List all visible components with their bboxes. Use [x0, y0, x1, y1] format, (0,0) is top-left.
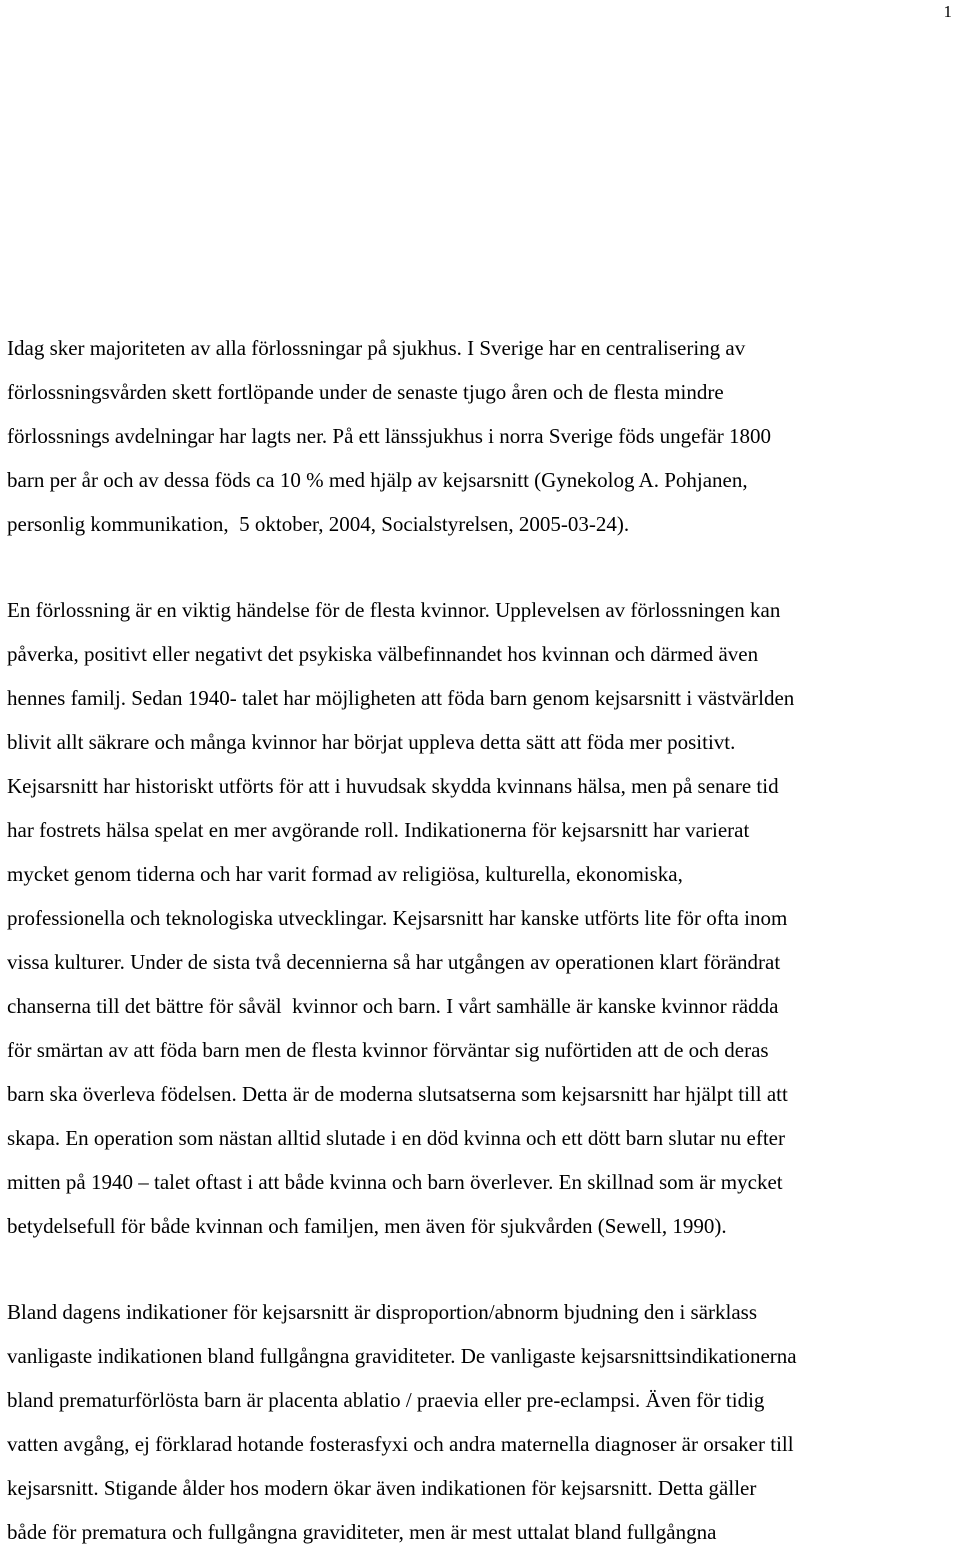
text-line: vatten avgång, ej förklarad hotande fosterasfyxi och andra maternella diagnoser är orsaker till	[7, 1432, 794, 1456]
text-line: hennes familj. Sedan 1940- talet har möjligheten att föda barn genom kejsarsnitt i västvärlden	[7, 686, 795, 710]
text-line: kejsarsnitt. Stigande ålder hos modern ökar även indikationen för kejsarsnitt. Detta gäller	[7, 1476, 757, 1500]
text-line: professionella och teknologiska utvecklingar. Kejsarsnitt har kanske utförts lite för ofta inom	[7, 906, 788, 930]
text-line: Bland dagens indikationer för kejsarsnitt är disproportion/abnorm bjudning den i särklass	[7, 1300, 758, 1324]
text-line: blivit allt säkrare och många kvinnor har börjat uppleva detta sätt att föda mer positivt.	[7, 730, 736, 754]
text-line: förlossnings avdelningar har lagts ner. På ett länssjukhus i norra Sverige föds ungefär 1800	[7, 424, 772, 448]
paragraph-3	[7, 1290, 957, 1554]
text-line: förlossningsvården skett fortlöpande under de senaste tjugo åren och de flesta mindre	[7, 380, 724, 404]
text-line: chanserna till det bättre för såväl kvinnor och barn. I vårt samhälle är kanske kvinnor rädda	[7, 994, 779, 1018]
text-line: barn per år och av dessa föds ca 10 % med hjälp av kejsarsnitt (Gynekolog A. Pohjanen,	[7, 468, 748, 492]
text-line: personlig kommunikation, 5 oktober, 2004, Socialstyrelsen, 2005-03-24).	[7, 512, 630, 536]
text-line: vissa kulturer. Under de sista två decennierna så har utgången av operationen klart förändrat	[7, 950, 781, 974]
paragraph-1	[7, 326, 957, 546]
text-line: vanligaste indikationen bland fullgångna graviditeter. De vanligaste kejsarsnittsindikationerna	[7, 1344, 797, 1368]
text-line: påverka, positivt eller negativt det psykiska välbefinnandet hos kvinnan och därmed även	[7, 642, 759, 666]
text-line: mycket genom tiderna och har varit formad av religiösa, kulturella, ekonomiska,	[7, 862, 683, 886]
text-line: betydelsefull för både kvinnan och familjen, men även för sjukvården (Sewell, 1990).	[7, 1214, 727, 1238]
page-number: 1	[943, 2, 952, 21]
text-line: En förlossning är en viktig händelse för de flesta kvinnor. Upplevelsen av förlossningen kan	[7, 598, 781, 622]
text-line: Kejsarsnitt har historiskt utförts för att i huvudsak skydda kvinnans hälsa, men på senare tid	[7, 774, 779, 798]
text-line: Idag sker majoriteten av alla förlossningar på sjukhus. I Sverige har en centralisering av	[7, 336, 746, 360]
text-line: för smärtan av att föda barn men de flesta kvinnor förväntar sig nuförtiden att de och deras	[7, 1038, 769, 1062]
paragraph-2	[7, 588, 957, 1248]
text-line: bland prematurförlösta barn är placenta ablatio / praevia eller pre-eclampsi. Även för tidig	[7, 1388, 765, 1412]
text-line: mitten på 1940 – talet oftast i att både kvinna och barn överlever. En skillnad som är mycket	[7, 1170, 783, 1194]
text-line: barn ska överleva födelsen. Detta är de moderna slutsatserna som kejsarsnitt har hjälpt till att	[7, 1082, 788, 1106]
text-line: både för prematura och fullgångna graviditeter, men är mest uttalat bland fullgångna	[7, 1520, 717, 1544]
text-line: har fostrets hälsa spelat en mer avgörande roll. Indikationerna för kejsarsnitt har varierat	[7, 818, 750, 842]
text-line: skapa. En operation som nästan alltid slutade i en död kvinna och ett dött barn slutar nu efter	[7, 1126, 785, 1150]
document-body	[7, 326, 957, 1554]
